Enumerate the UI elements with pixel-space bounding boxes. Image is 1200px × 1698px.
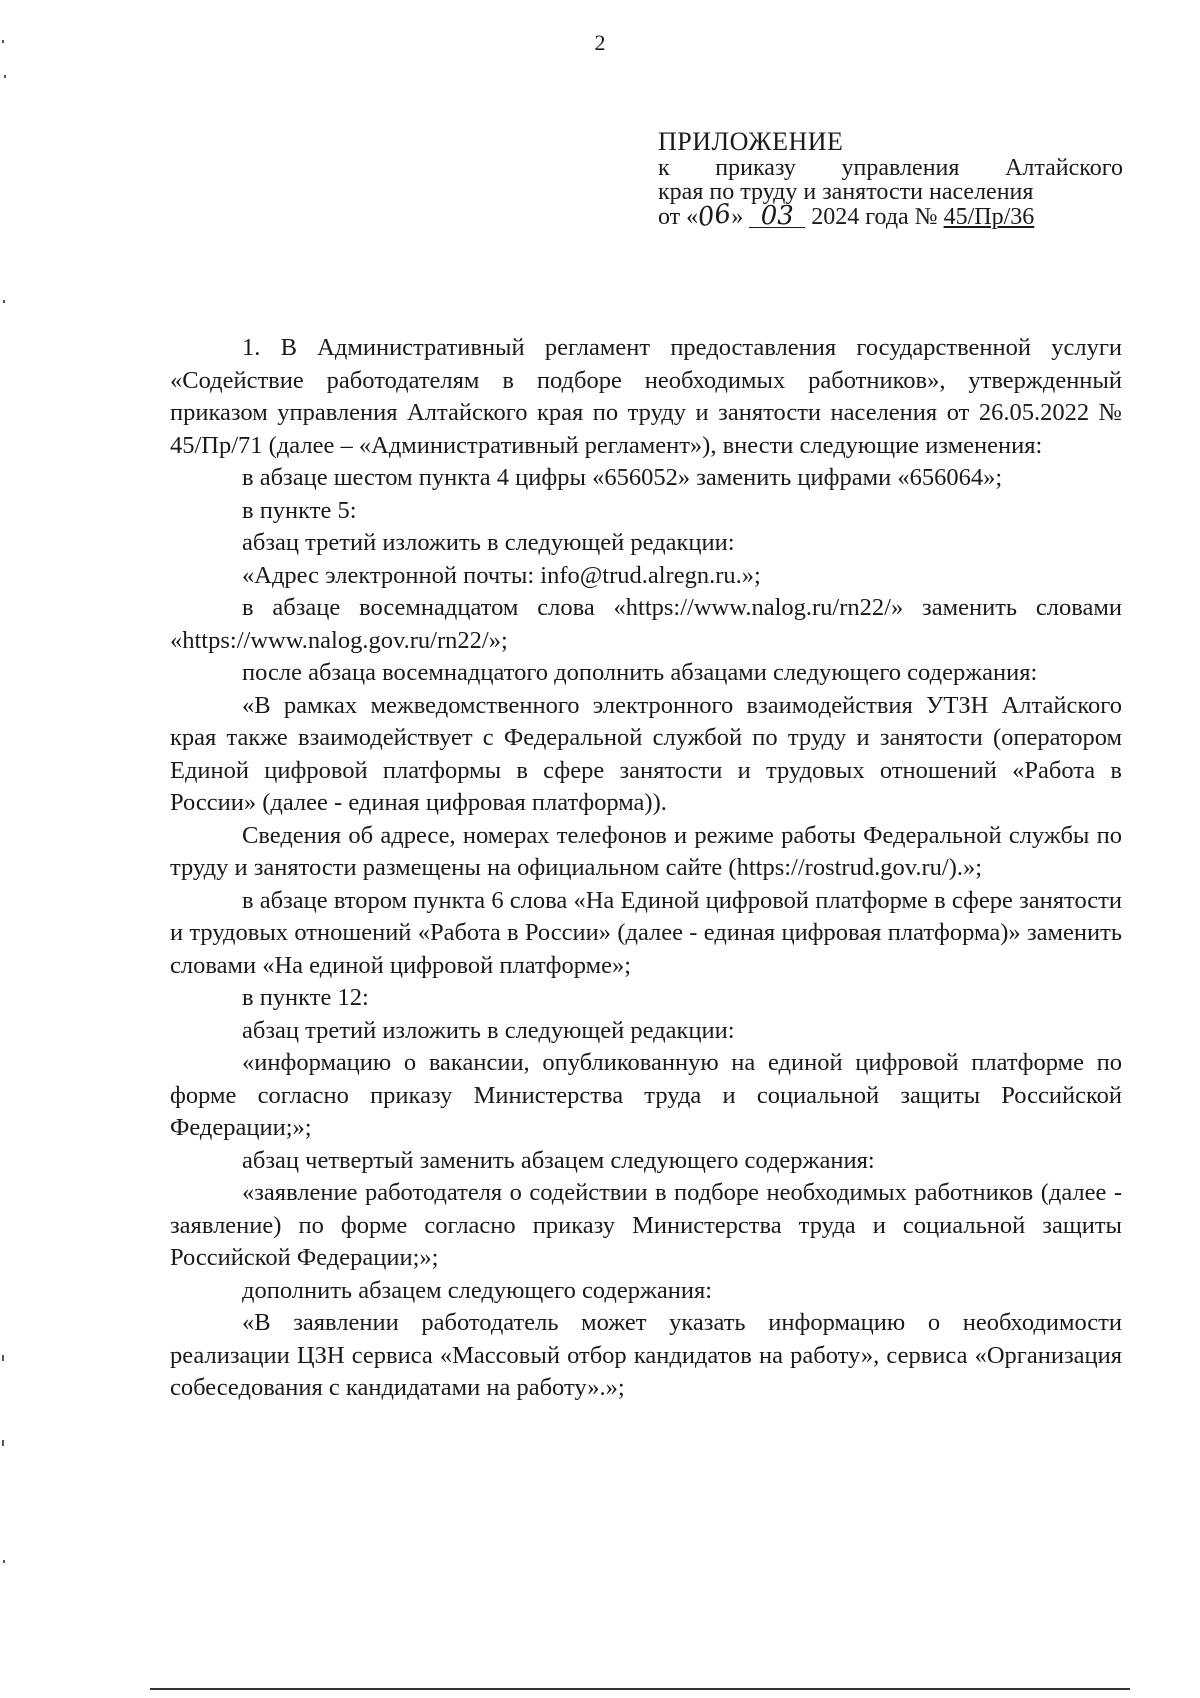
- scan-speck: [4, 75, 6, 78]
- paragraph: абзац третий изложить в следующей редакции:: [242, 529, 735, 556]
- document-body: [170, 332, 1122, 1405]
- paragraph: Сведения об адресе, номерах телефонов и режиме работы Федеральной службы по труду и занятости размещены на официальном сайте (https://rostrud.gov.ru/).»;: [170, 821, 1122, 881]
- scan-speck: [2, 1355, 4, 1361]
- scan-speck: [2, 1440, 4, 1446]
- scan-speck: [3, 1560, 5, 1563]
- paragraph: в абзаце восемнадцатом слова «https://www.nalog.ru/rn22/» заменить словами «https://www.nalog.gov.ru/rn22/»;: [170, 594, 1122, 654]
- paragraph: в абзаце шестом пункта 4 цифры «656052» заменить цифрами «656064»;: [242, 464, 1003, 491]
- paragraph: в пункте 12:: [242, 984, 369, 1011]
- date-separator: »: [731, 204, 744, 230]
- paragraph: в пункте 5:: [242, 496, 357, 524]
- paragraph: абзац третий изложить в следующей редакции:: [242, 1016, 735, 1044]
- handwritten-month: 03: [749, 205, 805, 228]
- order-number: 45/Пр/36: [943, 204, 1035, 230]
- appendix-line-1: к приказу управления Алтайского: [658, 155, 1123, 181]
- appendix-title: ПРИЛОЖЕНИЕ: [658, 127, 844, 156]
- appendix-line-2: края по труду и занятости населения: [658, 179, 1034, 205]
- handwritten-day: 06: [696, 198, 734, 234]
- scan-speck: [3, 300, 5, 303]
- appendix-header: [658, 127, 1123, 234]
- paragraph: «Адрес электронной почты: info@trud.alregn.ru.»;: [242, 561, 761, 589]
- date-year: 2024 года №: [811, 204, 938, 230]
- appendix-date-line: [658, 198, 1123, 234]
- paragraph: «В рамках межведомственного электронного взаимодействия УТЗН Алтайского края также взаимодействует с Федеральной службой по труду и занятости (оператором Единой цифровой платформы в сфере занятости и трудовых отношений «Работа в России» (далее - единая цифровая платформа)).: [170, 691, 1122, 816]
- paragraph: в абзаце втором пункта 6 слова «На Единой цифровой платформе в сфере занятости и трудовых отношений «Работа в России» (далее - единая цифровая платформа)» заменить словами «На единой цифровой платформе»;: [170, 886, 1122, 979]
- paragraph: после абзаца восемнадцатого дополнить абзацами следующего содержания:: [242, 659, 1038, 686]
- paragraph: «В заявлении работодатель может указать информацию о необходимости реализации ЦЗН сервиса «Массовый отбор кандидатов на работу», сервиса «Организация собеседования с кандидатами на работу».»;: [170, 1309, 1122, 1401]
- scan-speck: [2, 40, 4, 43]
- scan-edge-line: [150, 1688, 1130, 1690]
- paragraph: 1. В Административный регламент предоставления государственной услуги «Содействие работодателям в подборе необходимых работников», утвержденный приказом управления Алтайского края по труду и занятости населения от 26.05.2022 № 45/Пр/71 (далее – «Административный регламент»), внести следующие изменения:: [170, 334, 1122, 459]
- paragraph: дополнить абзацем следующего содержания:: [242, 1276, 713, 1304]
- paragraph: «заявление работодателя о содействии в подборе необходимых работников (далее - заявление) по форме согласно приказу Министерства труда и социальной защиты Российской Федерации;»;: [170, 1179, 1122, 1271]
- paragraph: абзац четвертый заменить абзацем следующего содержания:: [242, 1146, 875, 1174]
- date-prefix: от «: [658, 204, 699, 230]
- paragraph: «информацию о вакансии, опубликованную на единой цифровой платформе по форме согласно приказу Министерства труда и социальной защиты Российской Федерации;»;: [170, 1049, 1122, 1141]
- page-number: 2: [594, 30, 606, 55]
